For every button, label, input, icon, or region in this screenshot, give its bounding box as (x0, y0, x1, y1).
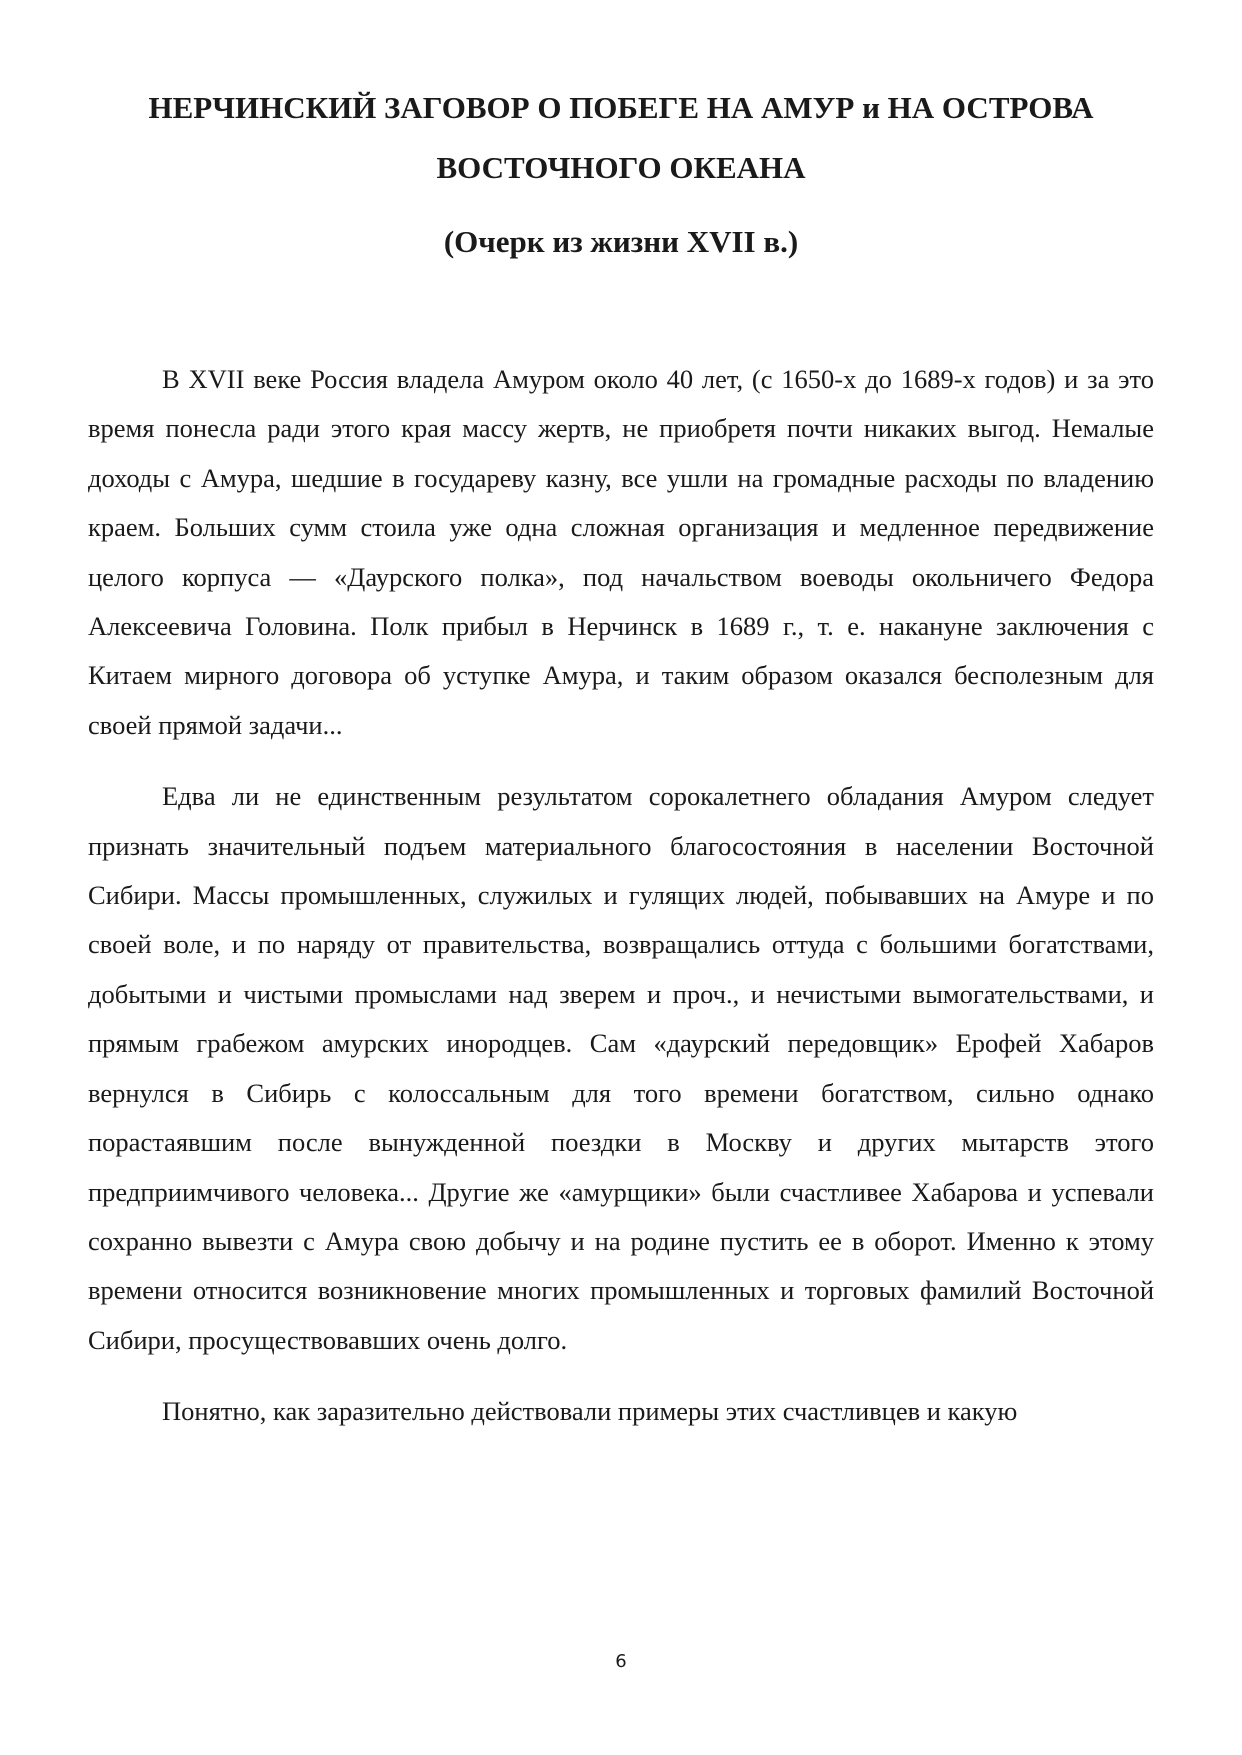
document-subtitle: (Очерк из жизни XVII в.) (443, 224, 799, 259)
body-text (88, 355, 1154, 1437)
document-title: НЕРЧИНСКИЙ ЗАГОВОР О ПОБЕГЕ НА АМУР и НА ОСТРОВА ВОСТОЧНОГО ОКЕАНА (148, 90, 1094, 185)
page-number: 6 (615, 1651, 627, 1672)
paragraph-2: Едва ли не единственным результатом сорокалетнего обладания Амуром следует признать значительный подъем материального благосостояния в населении Восточной Сибири. Массы промышленных, служилых и гулящих людей, побывавших на Амуре и по своей воле, и по наряду от правительства, возвращались оттуда с большими богатствами, добытыми и чистыми промыслами над зверем и проч., и нечистыми вымогательствами, и прямым грабежом амурских инородцев. Сам «даурский передовщик» Ерофей Хабаров вернулся в Сибирь с колоссальным для того времени богатством, сильно однако порастаявшим после вынужденной поездки в Москву и других мытарств этого предприимчивого человека... Другие же «амурщики» были счастливее Хабарова и успевали сохранно вывезти с Амура свою добычу и на родине пустить ее в оборот. Именно к этому времени относится возникновение многих промышленных и торговых фамилий Восточной Сибири, просуществовавших очень долго. (88, 781, 1154, 1355)
paragraph-1: В XVII веке Россия владела Амуром около 40 лет, (с 1650-х до 1689-х годов) и за это время понесла ради этого края массу жертв, не приобретя почти никаких выгод. Немалые доходы с Амура, шедшие в государеву казну, все ушли на громадные расходы по владению краем. Больших сумм стоила уже одна сложная организация и медленное передвижение целого корпуса — «Даурского полка», под начальством воеводы окольничего Федора Алексеевича Головина. Полк прибыл в Нерчинск в 1689 г., т. е. накануне заключения с Китаем мирного договора об уступке Амура, и таким образом оказался бесполезным для своей прямой задачи... (88, 364, 1154, 740)
paragraph-3: Понятно, как заразительно действовали примеры этих счастливцев и какую (162, 1396, 1018, 1427)
